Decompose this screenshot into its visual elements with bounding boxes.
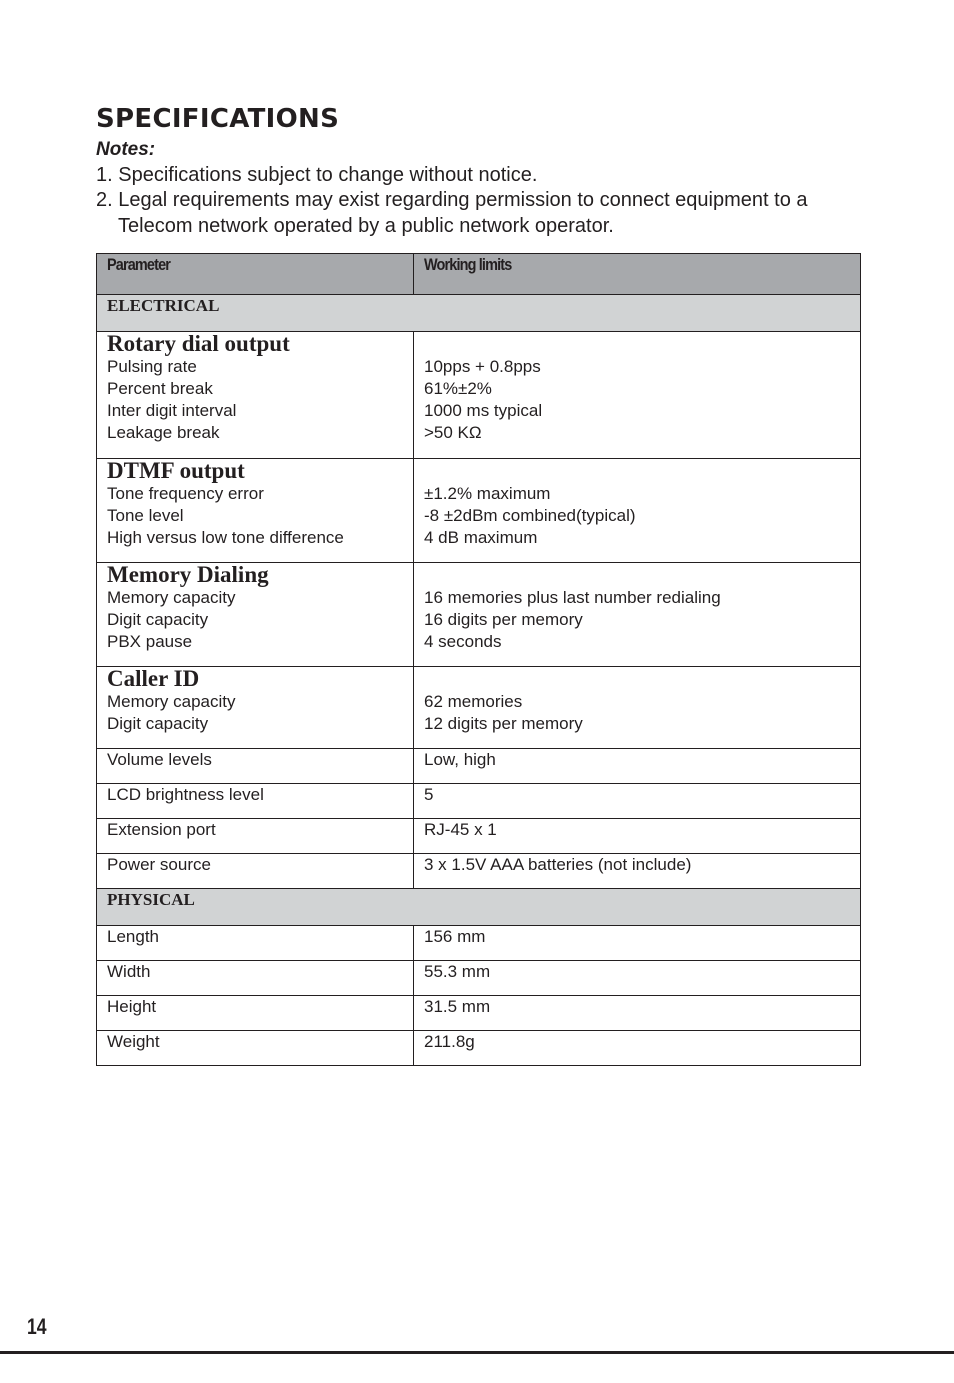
group-values (414, 459, 861, 563)
table-row (97, 996, 861, 1031)
group-params (97, 667, 414, 749)
param-value: RJ-45 x 1 (414, 819, 861, 854)
param-label: Digit capacity (107, 610, 209, 629)
param-value: 3 x 1.5V AAA batteries (not include) (414, 854, 861, 889)
table-row (97, 459, 861, 563)
specifications-table (96, 253, 861, 1066)
param-label: Volume levels (97, 749, 414, 784)
param-value: 31.5 mm (414, 996, 861, 1031)
param-label: Memory capacity (107, 692, 236, 711)
param-label: Leakage break (107, 423, 220, 442)
page-number: 14 (27, 1314, 47, 1339)
table-row (97, 749, 861, 784)
param-label: Height (97, 996, 414, 1031)
table-row (97, 784, 861, 819)
param-label: LCD brightness level (97, 784, 414, 819)
table-row (97, 332, 861, 459)
group-values (414, 563, 861, 667)
table-row (97, 1031, 861, 1066)
param-value: 1000 ms typical (424, 401, 543, 420)
header-working-limits: Working limits (414, 254, 861, 295)
header-parameter: Parameter (97, 254, 414, 295)
table-row (97, 563, 861, 667)
group-title: Caller ID (107, 666, 200, 691)
param-value: 61%±2% (424, 379, 492, 398)
param-value: 16 memories plus last number redialing (424, 588, 721, 607)
notes-heading: Notes: (96, 139, 156, 160)
param-value: 156 mm (414, 926, 861, 961)
note-1: 1. Specifications subject to change without notice. (96, 164, 538, 186)
table-row (97, 926, 861, 961)
note-2-continued: Telecom network operated by a public network operator. (118, 215, 614, 237)
group-values (414, 667, 861, 749)
param-value: 16 digits per memory (424, 610, 583, 629)
table-row (97, 854, 861, 889)
param-label: Power source (97, 854, 414, 889)
param-value: 10pps + 0.8pps (424, 357, 541, 376)
page-title: SPECIFICATIONS (96, 104, 340, 134)
table-header-row (97, 254, 861, 295)
table-row (97, 667, 861, 749)
table-row (97, 819, 861, 854)
param-label: Digit capacity (107, 714, 209, 733)
param-value: Low, high (414, 749, 861, 784)
param-label: Pulsing rate (107, 357, 197, 376)
param-value: 4 seconds (424, 632, 502, 651)
param-label: PBX pause (107, 632, 193, 651)
param-value: 211.8g (414, 1031, 861, 1066)
group-values (414, 332, 861, 459)
param-label: Weight (97, 1031, 414, 1066)
param-label: Percent break (107, 379, 213, 398)
group-params (97, 563, 414, 667)
group-params (97, 332, 414, 459)
note-2: 2. Legal requirements may exist regarding permission to connect equipment to a (96, 189, 808, 211)
section-title: ELECTRICAL (97, 295, 861, 332)
group-title: Memory Dialing (107, 562, 269, 587)
param-value: ±1.2% maximum (424, 484, 551, 503)
param-label: Width (97, 961, 414, 996)
param-label: Tone frequency error (107, 484, 264, 503)
param-value: 12 digits per memory (424, 714, 583, 733)
group-title: Rotary dial output (107, 331, 290, 356)
param-label: Memory capacity (107, 588, 236, 607)
param-value: -8 ±2dBm combined(typical) (424, 506, 636, 525)
footer-divider (0, 1351, 954, 1354)
group-params (97, 459, 414, 563)
param-value: >50 KΩ (424, 423, 482, 442)
param-label: Inter digit interval (107, 401, 237, 420)
param-label: Tone level (107, 506, 184, 525)
param-label: Extension port (97, 819, 414, 854)
param-value: 4 dB maximum (424, 528, 538, 547)
param-label: Length (97, 926, 414, 961)
param-label: High versus low tone difference (107, 528, 344, 547)
section-physical (97, 889, 861, 926)
section-title: PHYSICAL (97, 889, 861, 926)
table-row (97, 961, 861, 996)
param-value: 5 (414, 784, 861, 819)
section-electrical (97, 295, 861, 332)
param-value: 62 memories (424, 692, 523, 711)
group-title: DTMF output (107, 458, 245, 483)
param-value: 55.3 mm (414, 961, 861, 996)
